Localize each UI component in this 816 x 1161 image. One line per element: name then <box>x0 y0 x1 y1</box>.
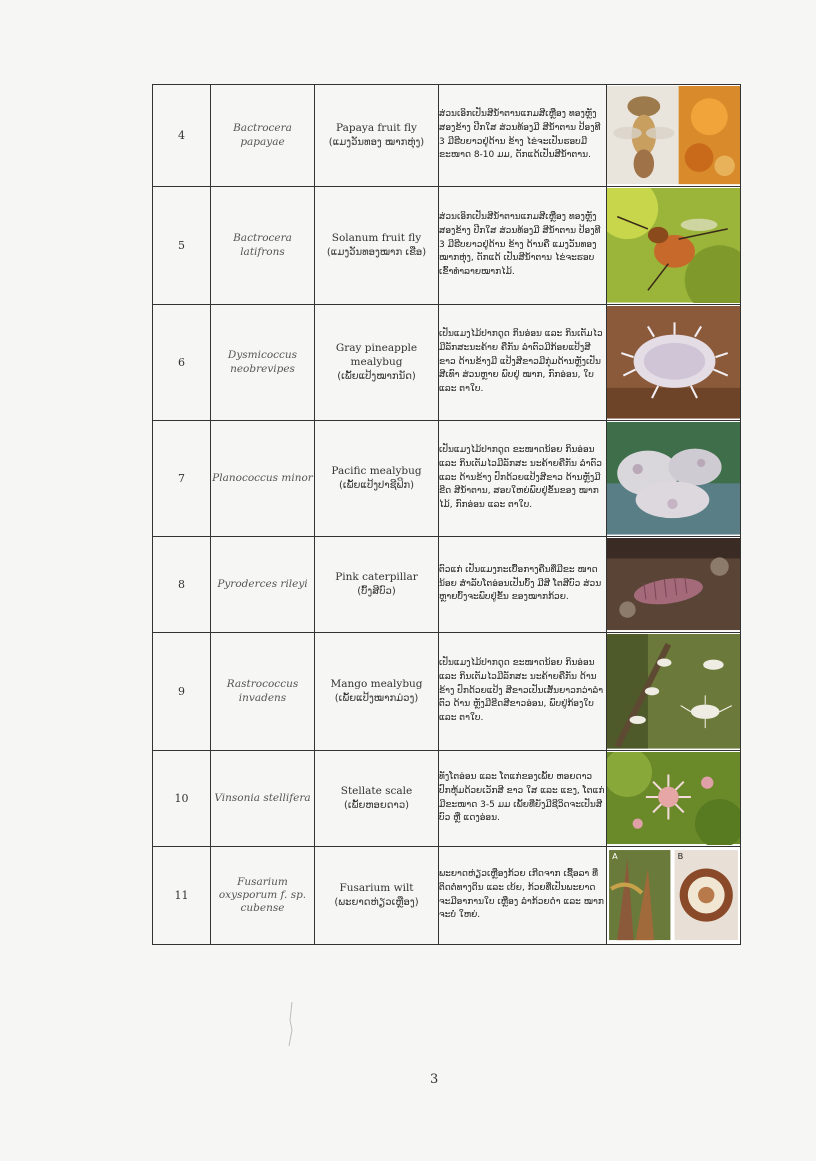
row-number: 9 <box>153 633 211 751</box>
local-name: (ບົ້ງສີບົວ) <box>357 585 396 597</box>
local-name: (ເພັ້ຍແປ້ງໝາກມ່ວງ) <box>334 692 419 704</box>
row-number: 7 <box>153 421 211 537</box>
table-row <box>153 847 741 945</box>
description: ພະຍາດຫ່ຽວເຫຼືອງກ້ວຍ ເກີດຈາກ ເຊື້ອລາ ທີ່ຕິດຕໍ່ທາງດິນ ແລະ ເບ້ຍ, ກ້ວຍທີ່ເປັນພະຍາດຈະມີອາການໃບ ເຫຼືອງ ລຳກ້ວຍດຳ ແລະ ໝາກຈະບໍ່ ໃຫຍ່. <box>439 847 607 945</box>
pest-photo-cell <box>607 751 741 847</box>
scientific-name: Fusarium oxysporum f. sp. cubense <box>211 847 315 945</box>
common-name-cell <box>315 85 439 187</box>
mango-mealybug-photo-icon <box>607 634 740 749</box>
row-number: 8 <box>153 537 211 633</box>
common-name-cell <box>315 751 439 847</box>
table-row <box>153 751 741 847</box>
description: ເປັນແມງໄມ້ປາກດູດ ຂະໜາດນ້ອຍ ກິນອ່ອນ ແລະ ກິນເຕັມໄວມີລັກສະ ນະຄ້າຍຄືກັນ ລຳຕົວ ແລະ ດ້ານຂ້າງ ປົກດ້ວຍແປ້ງສີຂາວ ດ້ານຫຼັງມີຂີດ ສີນ້ຳຕານ, ສອບໃຫຍ່ພົບຢູ່ຂັ້ນຂອງ ໝາກໄມ້, ກົກອ່ອນ ແລະ ຕາໃບ. <box>439 421 607 537</box>
local-name: (ແມງວັນທອງ ໝາກຫຸ່ງ) <box>328 136 425 148</box>
row-number: 6 <box>153 305 211 421</box>
scientific-name: Bactrocera latifrons <box>211 187 315 305</box>
common-name: Stellate scale <box>340 785 413 798</box>
scientific-name: Planococcus minor <box>211 421 315 537</box>
pest-photo-cell <box>607 187 741 305</box>
table-row <box>153 421 741 537</box>
fruit-fly-photo-icon <box>607 86 740 184</box>
table-row <box>153 85 741 187</box>
row-number: 4 <box>153 85 211 187</box>
page-number: 3 <box>430 1072 439 1087</box>
local-name: (ເພັ້ຍແປ້ງປາຊີຟິກ) <box>339 479 414 491</box>
mealybug-colony-photo-icon <box>607 422 740 535</box>
scientific-name: Bactrocera papayae <box>211 85 315 187</box>
table-row <box>153 187 741 305</box>
table-row <box>153 537 741 633</box>
pest-photo-cell <box>607 305 741 421</box>
description: ທັງໂຕອ່ອນ ແລະ ໂຕແກ່ຂອງເພັ້ຍ ຫອຍດາວ ປົກຫຸ້ມດ້ວຍເວັກສີ ຂາວ ໃສ ແລະ ແຂງ, ໂຕແກ່ມີຂະໜາດ 3-5 ມມ ເພັ້ຍທີ່ຍັງມີຊີວິດຈະເປັນສີບົວ ຫຼື ແດງອ່ອນ. <box>439 751 607 847</box>
pest-photo-cell <box>607 421 741 537</box>
common-name: Papaya fruit fly <box>336 122 417 135</box>
panel-label: A <box>612 851 618 862</box>
description: ສ່ວນເອິກເປັນສີນ້ຳຕານແກມສີເຫຼືອງ ທອງຫຼັງສອງຂ້າງ ປີກໃສ ສ່ວນທ້ອງມີ ສີນ້ຳຕານ ປ້ອງທີ 3 ມີຮີບຍາວຢູ່ດ້ານ ຂ້າງ ໄຂ່ຈະເປັນຮອບມີຂະໜາດ 8-10 ມມ, ດັກແດ້ເປັນສີນ້ຳຕານ. <box>439 85 607 187</box>
panel-label: B <box>677 851 684 862</box>
pest-photo-cell <box>607 537 741 633</box>
scientific-name: Vinsonia stellifera <box>211 751 315 847</box>
description: ເປັນແມງໄມ້ປາກດູດ ກິນອ່ອນ ແລະ ກິນເຕັມໄວ ມີລັກສະນະຄ້າຍ ຄືກັນ ລຳຕົວມີກ້ອຍແປ້ງສີຂາວ ດ້ານຂ້າງມີ ແປ້ງສີຂາວມີກຸ່ມດ້ານຫຼັງເປັນສີເທົາ ສ່ວນຫຼາຍ ພົບຢູ່ ໝາກ, ກົກອ່ອນ, ໃບ ແລະ ຕາໃບ. <box>439 305 607 421</box>
common-name: Mango mealybug <box>330 678 423 691</box>
stellate-scale-photo-icon <box>607 752 740 844</box>
common-name-cell <box>315 305 439 421</box>
pest-photo-cell <box>607 847 741 945</box>
pest-photo-cell <box>607 633 741 751</box>
pest-table <box>152 84 741 945</box>
common-name-cell <box>315 421 439 537</box>
table-row <box>153 633 741 751</box>
description: ເປັນແມງໄມ້ປາກດູດ ຂະໜາດນ້ອຍ ກິນອ່ອນ ແລະ ກິນເຕັມໄວມີລັກສະ ນະຄ້າຍຄືກັນ ດ້ານຂ້າງ ປົກດ້ວຍແປ້ງ ສີຂາວເປັນເສັ້ນຍາວກວ່າລຳຕົວ ດ້ານ ຫຼັງມີຂີດສີຂາວອ່ອນ, ພົບຢູ່ກ້ອງໃບ ແລະ ຕາໃບ. <box>439 633 607 751</box>
local-name: (ເພັ້ຍແປ້ງໝາກນັດ) <box>337 370 416 382</box>
fusarium-wilt-photo-icon <box>607 848 740 942</box>
description: ຕົວແກ່ ເປັນແມງກະເບື້ອກາງຄືນທີ່ມີຂະ ໜາດນ້ອຍ ສຳລັບໂຕອ່ອນເປັນບົ້ງ ມີສີ ໂຕສີບົວ ສ່ວນຫຼາຍບົ້ງຈະພົບຢູ່ຂັ້ນ ຂອງໝາກກ້ວຍ. <box>439 537 607 633</box>
row-number: 5 <box>153 187 211 305</box>
row-number: 10 <box>153 751 211 847</box>
local-name: (ແມງວັນທອງໝາກ ເຂືອ) <box>326 246 427 258</box>
scientific-name: Dysmicoccus neobrevipes <box>211 305 315 421</box>
common-name-cell <box>315 537 439 633</box>
common-name-cell <box>315 847 439 945</box>
scientific-name: Rastrococcus invadens <box>211 633 315 751</box>
pest-photo-cell <box>607 85 741 187</box>
table-row <box>153 305 741 421</box>
common-name: Fusarium wilt <box>339 882 414 895</box>
local-name: (ເພັ້ຍຫອຍດາວ) <box>343 799 410 811</box>
caterpillar-photo-icon <box>607 538 740 630</box>
row-number: 11 <box>153 847 211 945</box>
fruit-fly-on-fruit-photo-icon <box>607 188 740 303</box>
paper-mark <box>288 1000 294 1048</box>
local-name: (ພະຍາດຫ່ຽວເຫຼືອງ) <box>334 896 419 908</box>
common-name-cell <box>315 187 439 305</box>
common-name: Pink caterpillar <box>335 571 418 584</box>
common-name-cell <box>315 633 439 751</box>
scientific-name: Pyroderces rileyi <box>211 537 315 633</box>
common-name: Gray pineapple mealybug <box>335 342 418 368</box>
description: ສ່ວນເອິກເປັນສີນ້ຳຕານແກມສີເຫຼືອງ ທອງຫຼັງສອງຂ້າງ ປີກໃສ ສ່ວນທ້ອງມີ ສີນ້ຳຕານ ປ້ອງທີ 3 ມີຮີບຍາວຢູ່ດ້ານ ຂ້າງ ດ້ານຄື ແມງວັນທອງໝາກຫຸ່ງ, ດັກແດ້ ເປັນສີນ້ຳຕານ ໄຂ່ຈະຮອບ ເຂົ້າທຳລາຍໝາກໄມ້. <box>439 187 607 305</box>
common-name: Pacific mealybug <box>331 465 422 478</box>
mealybug-photo-icon <box>607 306 740 419</box>
common-name: Solanum fruit fly <box>331 232 422 245</box>
